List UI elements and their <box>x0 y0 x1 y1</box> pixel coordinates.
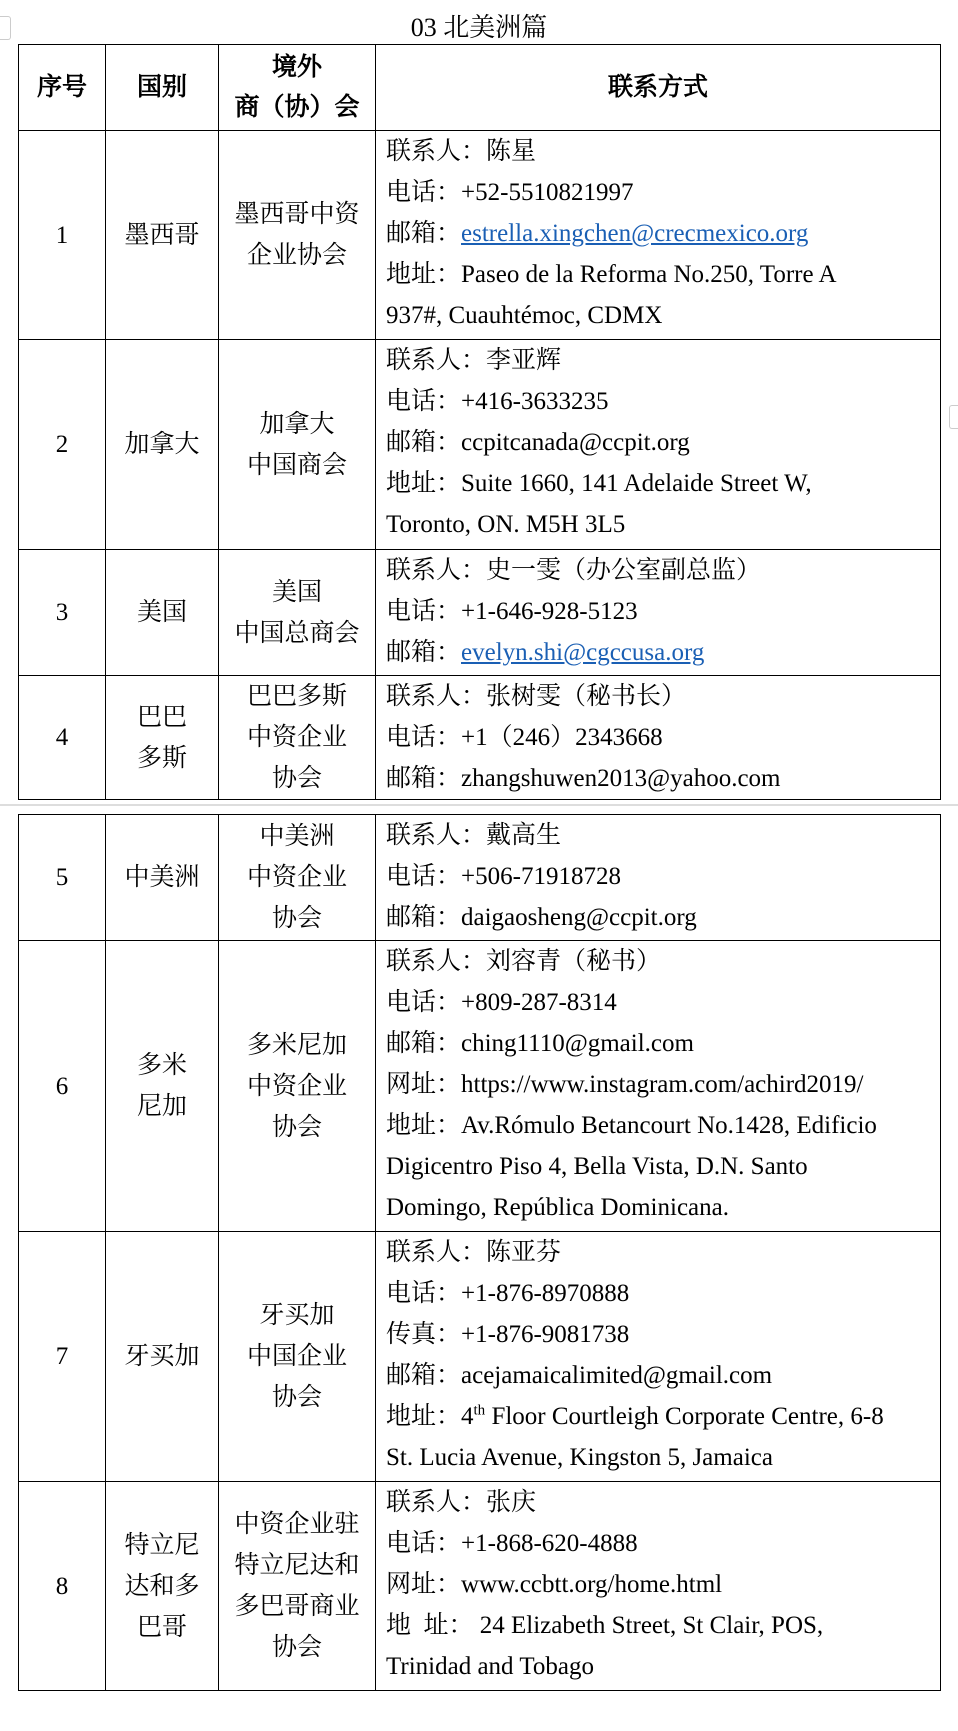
org-line: 美国 <box>271 578 322 606</box>
contact-value: +52-5510821997 <box>461 179 634 206</box>
page-marker <box>949 405 958 429</box>
contact-value: Floor Courtleigh Corporate Centre, 6-8 <box>485 1403 884 1430</box>
contact-line <box>386 758 932 799</box>
org-line: 协会 <box>271 1384 322 1411</box>
row-country <box>106 131 219 340</box>
contact-value: +1-876-8970888 <box>461 1280 630 1307</box>
table-row <box>19 340 941 550</box>
table-row <box>19 131 941 340</box>
contact-label: 联系人： <box>386 1239 487 1266</box>
contact-line <box>386 1564 932 1605</box>
row-number: 3 <box>19 550 106 676</box>
table-row <box>19 1232 941 1482</box>
row-number: 1 <box>19 131 106 340</box>
contact-line <box>386 1232 932 1273</box>
row-contact <box>376 941 941 1232</box>
country-line: 美国 <box>136 599 187 626</box>
row-country <box>106 1232 219 1482</box>
row-org <box>219 815 376 941</box>
header-country: 国别 <box>106 45 219 131</box>
org-line: 中资企业 <box>246 864 347 891</box>
contact-label: 网址： <box>386 1571 462 1598</box>
contact-label: 地址： <box>386 1112 462 1139</box>
table-header <box>19 45 941 131</box>
contact-label: 地 址： <box>386 1612 474 1639</box>
country-line: 中美洲 <box>124 864 200 891</box>
header-contact: 联系方式 <box>376 45 941 131</box>
contact-label: 电话： <box>386 388 462 415</box>
contact-line <box>386 295 932 336</box>
row-org <box>219 550 376 676</box>
country-line: 巴哥 <box>136 1613 187 1641</box>
contact-line <box>386 340 932 381</box>
header-org-line: 境外 <box>271 53 322 81</box>
contact-line <box>386 381 932 422</box>
contact-value: ccpitcanada@ccpit.org <box>461 429 690 456</box>
contact-value: 张庆 <box>486 1489 537 1516</box>
org-line: 多米尼加 <box>246 1031 347 1059</box>
country-line: 多斯 <box>136 744 187 772</box>
contact-label: 邮箱： <box>386 1362 462 1389</box>
row-contact <box>376 1232 941 1482</box>
contact-label: 电话： <box>386 863 462 890</box>
contacts-table-part-1 <box>18 44 941 800</box>
contact-label: 电话： <box>386 1280 462 1307</box>
country-line: 尼加 <box>136 1093 187 1120</box>
header-org-line: 商（协）会 <box>234 93 360 121</box>
contact-label: 邮箱： <box>386 765 462 792</box>
contact-value: 陈亚芬 <box>486 1239 562 1266</box>
contact-line <box>386 982 932 1023</box>
contact-value: ching1110@gmail.com <box>461 1030 694 1057</box>
contact-value: Suite 1660, 141 Adelaide Street W, <box>461 470 812 497</box>
org-line: 中资企业 <box>246 1072 347 1100</box>
row-contact <box>376 815 941 941</box>
country-line: 特立尼 <box>124 1531 200 1559</box>
contact-value: www.ccbtt.org/home.html <box>461 1571 723 1598</box>
row-number: 4 <box>19 676 106 800</box>
contact-value: 史一雯（办公室副总监） <box>486 557 762 584</box>
contact-value: +809-287-8314 <box>461 989 617 1016</box>
contact-label: 电话： <box>386 179 462 206</box>
contact-value: Digicentro Piso 4, Bella Vista, D.N. Santo <box>386 1153 808 1180</box>
contact-line <box>386 422 932 463</box>
contact-value: 张树雯（秘书长） <box>486 683 687 710</box>
contact-line <box>386 1355 932 1396</box>
contact-value: 戴高生 <box>486 822 562 849</box>
contact-line <box>386 1105 932 1146</box>
org-line: 中国商会 <box>246 451 347 479</box>
contact-value: St. Lucia Avenue, Kingston 5, Jamaica <box>386 1444 773 1471</box>
org-line: 中国企业 <box>246 1343 347 1370</box>
contact-value: +1-876-9081738 <box>461 1321 630 1348</box>
contact-label: 地址： <box>386 1403 462 1430</box>
contact-line <box>386 1646 932 1687</box>
org-line: 特立尼达和 <box>234 1552 360 1579</box>
header-no: 序号 <box>19 45 106 131</box>
table-row <box>19 676 941 800</box>
contact-value: zhangshuwen2013@yahoo.com <box>461 765 781 792</box>
contact-line <box>386 463 932 504</box>
contact-label: 联系人： <box>386 138 487 165</box>
contact-label: 传真： <box>386 1321 462 1348</box>
row-org <box>219 676 376 800</box>
contact-line <box>386 131 932 172</box>
contact-value: daigaosheng@ccpit.org <box>461 904 697 931</box>
org-line: 多巴哥商业 <box>234 1593 360 1620</box>
header-org <box>219 45 376 131</box>
contact-label: 地址： <box>386 261 462 288</box>
page-title: 03 北美洲篇 <box>410 13 548 42</box>
contact-line <box>386 504 932 545</box>
country-line: 牙买加 <box>124 1343 200 1370</box>
table-row <box>19 550 941 676</box>
row-country <box>106 676 219 800</box>
row-number: 7 <box>19 1232 106 1482</box>
contact-line <box>386 1523 932 1564</box>
contact-label: 联系人： <box>386 822 487 849</box>
row-contact <box>376 550 941 676</box>
contact-label: 电话： <box>386 1530 462 1557</box>
contact-line <box>386 676 932 717</box>
contact-value: +1（246）2343668 <box>461 724 663 751</box>
contact-label: 邮箱： <box>386 1030 462 1057</box>
org-line: 协会 <box>271 765 322 792</box>
contact-label: 邮箱： <box>386 904 462 931</box>
row-org <box>219 340 376 550</box>
contact-line <box>386 897 932 938</box>
org-line: 中资企业驻 <box>234 1511 360 1538</box>
contact-label: 邮箱： <box>386 220 462 247</box>
contact-value: +1-646-928-5123 <box>461 598 638 625</box>
contact-label: 电话： <box>386 989 462 1016</box>
org-line: 加拿大 <box>259 410 335 438</box>
contact-value: 937#, Cuauhtémoc, CDMX <box>386 302 663 329</box>
org-line: 企业协会 <box>246 242 347 269</box>
contact-value: Trinidad and Tobago <box>386 1653 594 1680</box>
org-line: 中美洲 <box>259 823 335 850</box>
row-number: 2 <box>19 340 106 550</box>
org-line: 协会 <box>271 1113 322 1141</box>
org-line: 协会 <box>271 905 322 932</box>
contact-value: Toronto, ON. M5H 3L5 <box>386 511 626 538</box>
contact-value: 刘容青（秘书） <box>486 948 662 975</box>
contact-value: 李亚辉 <box>486 347 562 374</box>
contact-label: 网址： <box>386 1071 462 1098</box>
contact-line <box>386 941 932 982</box>
contact-label: 地址： <box>386 470 462 497</box>
contact-line <box>386 254 932 295</box>
contact-value: acejamaicalimited@gmail.com <box>461 1362 773 1389</box>
contact-label: 邮箱： <box>386 639 462 666</box>
row-org <box>219 941 376 1232</box>
contact-label: 联系人： <box>386 347 487 374</box>
contact-line <box>386 213 932 254</box>
country-line: 达和多 <box>124 1572 200 1600</box>
contact-line <box>386 1314 932 1355</box>
contact-label: 联系人： <box>386 683 487 710</box>
email-link[interactable]: evelyn.shi@cgccusa.org <box>461 639 705 666</box>
row-country <box>106 340 219 550</box>
row-number: 6 <box>19 941 106 1232</box>
contact-line <box>386 1023 932 1064</box>
org-line: 墨西哥中资 <box>234 201 360 228</box>
contact-label: 联系人： <box>386 1489 487 1516</box>
row-org <box>219 1232 376 1482</box>
contact-line <box>386 1605 932 1646</box>
email-link[interactable]: estrella.xingchen@crecmexico.org <box>461 220 809 247</box>
contact-label: 电话： <box>386 598 462 625</box>
contact-line <box>386 1482 932 1523</box>
contact-value: 陈星 <box>486 138 537 165</box>
country-line: 墨西哥 <box>124 221 200 249</box>
contact-line <box>386 717 932 758</box>
org-line: 中资企业 <box>246 724 347 751</box>
row-contact <box>376 1482 941 1691</box>
row-country <box>106 815 219 941</box>
contact-value: +1-868-620-4888 <box>461 1530 638 1557</box>
contacts-table-part-2 <box>18 814 941 1691</box>
row-number: 8 <box>19 1482 106 1691</box>
contact-label: 邮箱： <box>386 429 462 456</box>
contact-line <box>386 856 932 897</box>
row-org <box>219 1482 376 1691</box>
contact-line <box>386 1273 932 1314</box>
country-line: 巴巴 <box>136 703 187 731</box>
contact-value: 24 Elizabeth Street, St Clair, POS, <box>473 1612 824 1639</box>
org-line: 协会 <box>271 1634 322 1661</box>
row-contact <box>376 131 941 340</box>
org-line: 中国总商会 <box>234 619 360 647</box>
contact-line <box>386 591 932 632</box>
contact-line <box>386 1396 932 1437</box>
country-line: 多米 <box>136 1052 187 1079</box>
contact-line <box>386 1064 932 1105</box>
contact-line <box>386 1187 932 1228</box>
row-org <box>219 131 376 340</box>
contact-label: 联系人： <box>386 948 487 975</box>
row-contact <box>376 676 941 800</box>
page-break <box>0 804 958 806</box>
table-row <box>19 1482 941 1691</box>
contact-label: 电话： <box>386 724 462 751</box>
contact-value: https://www.instagram.com/achird2019/ <box>461 1071 864 1098</box>
contact-line <box>386 1437 932 1478</box>
country-line: 加拿大 <box>124 431 200 458</box>
ordinal-suffix: th <box>473 1402 486 1419</box>
contact-value: +416-3633235 <box>461 388 609 415</box>
contact-value: Av.Rómulo Betancourt No.1428, Edificio <box>461 1112 877 1139</box>
contact-line <box>386 550 932 591</box>
table-row <box>19 941 941 1232</box>
contact-value: Paseo de la Reforma No.250, Torre A <box>461 261 837 288</box>
org-line: 巴巴多斯 <box>246 683 347 710</box>
contact-value: 4 <box>461 1403 474 1430</box>
row-contact <box>376 340 941 550</box>
org-line: 牙买加 <box>259 1302 335 1329</box>
contact-value: Domingo, República Dominicana. <box>386 1194 729 1221</box>
row-country <box>106 550 219 676</box>
contact-line <box>386 815 932 856</box>
contact-line <box>386 1146 932 1187</box>
row-country <box>106 1482 219 1691</box>
contact-line <box>386 632 932 673</box>
row-number: 5 <box>19 815 106 941</box>
contact-label: 联系人： <box>386 557 487 584</box>
contact-line <box>386 172 932 213</box>
row-country <box>106 941 219 1232</box>
table-row <box>19 815 941 941</box>
contact-value: +506-71918728 <box>461 863 621 890</box>
